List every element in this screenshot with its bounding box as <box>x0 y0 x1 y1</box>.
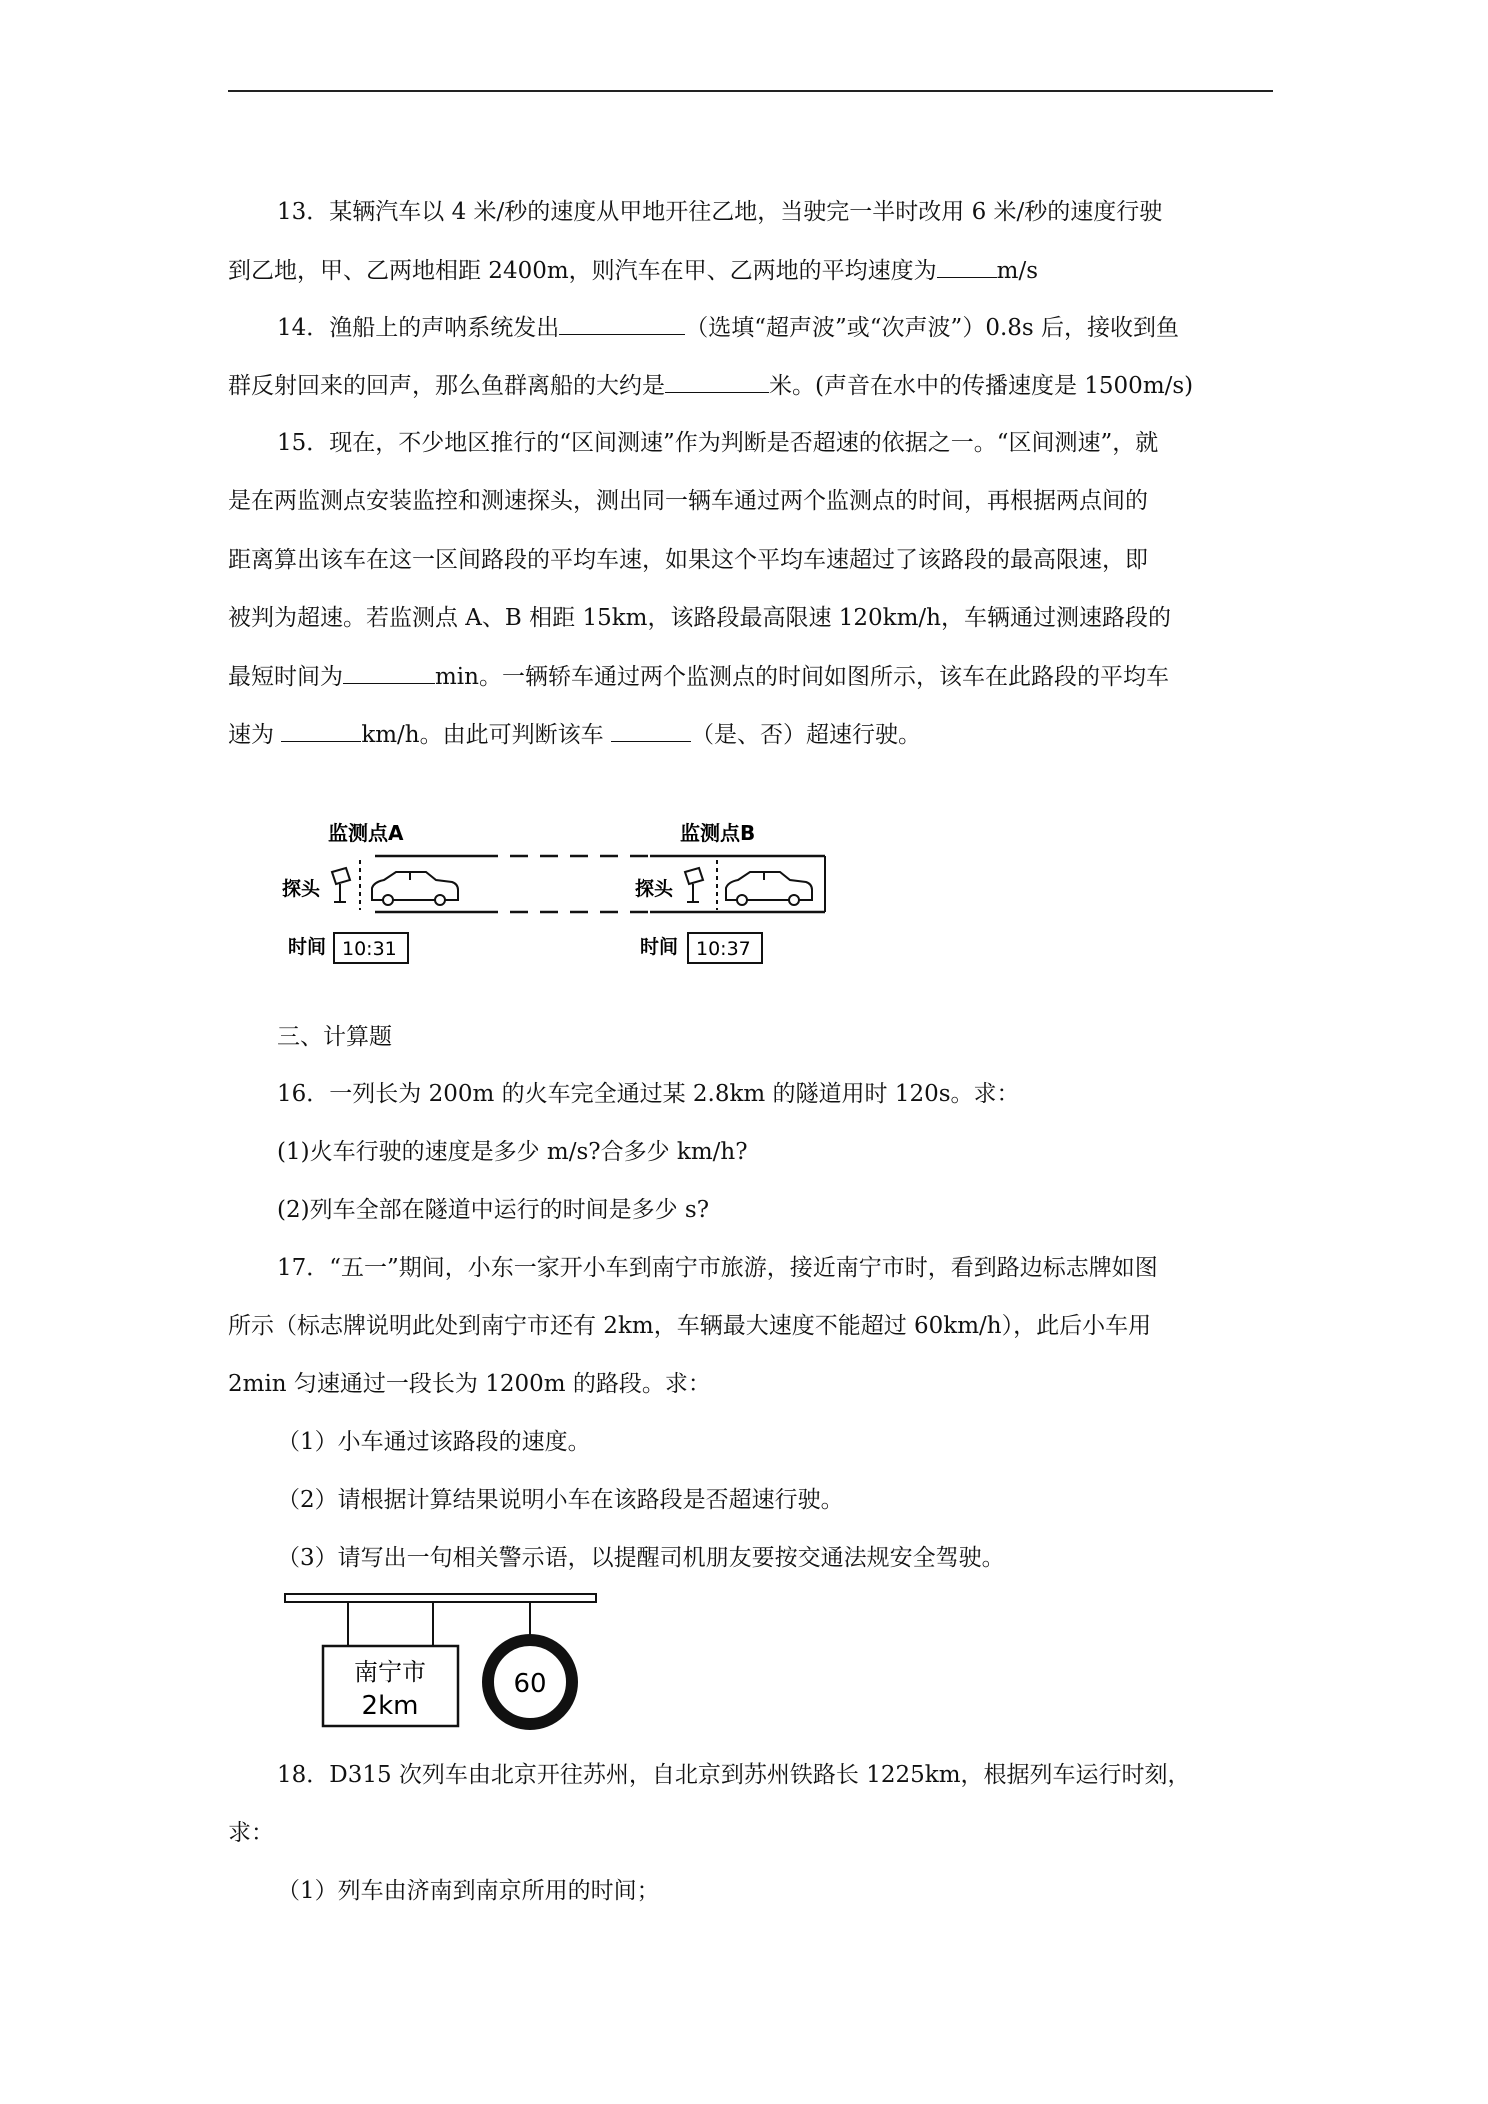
probe-label-a: 探头 <box>282 878 321 900</box>
probe-label-b: 探头 <box>635 878 674 900</box>
time-value-b: 10:37 <box>696 938 751 960</box>
answer-blank[interactable] <box>937 255 997 278</box>
camera-probe-icon <box>332 868 350 902</box>
q13-line2: 到乙地，甲、乙两地相距 2400m，则汽车在甲、乙两地的平均速度为 m/s <box>228 255 1278 286</box>
q16-line1: 16．一列长为 200m 的火车完全通过某 2.8km 的隧道用时 120s。求： <box>277 1081 1020 1107</box>
q13-line1: 13．某辆汽车以 4 米/秒的速度从甲地开往乙地，当驶完一半时改用 6 米/秒的速度行驶 <box>277 199 1163 225</box>
time-label-b: 时间 <box>640 936 679 958</box>
q18-line1: 18．D315 次列车由北京开往苏州，自北京到苏州铁路长 1225km，根据列车运行时刻， <box>277 1762 1191 1788</box>
q14-line2: 群反射回来的回声，那么鱼群离船的大约是 米。(声音在水中的传播速度是 1500m/s) <box>228 370 1278 401</box>
q17-line3: 2min 匀速通过一段长为 1200m 的路段。求： <box>228 1371 711 1397</box>
speed-limit-value: 60 <box>513 1669 547 1699</box>
header-rule <box>228 90 1273 92</box>
car-icon <box>372 872 458 905</box>
time-label-a: 时间 <box>288 936 327 958</box>
q18-line2: 求： <box>228 1820 274 1846</box>
answer-blank[interactable] <box>665 370 769 393</box>
q15-line1: 15．现在，不少地区推行的“区间测速”作为判断是否超速的依据之一。“区间测速”，就 <box>277 430 1159 456</box>
q15-line5: 最短时间为 min。一辆轿车通过两个监测点的时间如图所示，该车在此路段的平均车 <box>228 661 1278 692</box>
speed-monitor-figure <box>280 810 840 970</box>
answer-blank[interactable] <box>281 719 361 742</box>
sign-city: 南宁市 <box>354 1658 426 1686</box>
answer-blank[interactable] <box>611 719 691 742</box>
q17-line1: 17．“五一”期间，小东一家开小车到南宁市旅游，接近南宁市时，看到路边标志牌如图 <box>277 1255 1158 1281</box>
q18-sub1: （1）列车由济南到南京所用的时间； <box>277 1878 660 1904</box>
time-value-a: 10:31 <box>342 938 397 960</box>
answer-blank[interactable] <box>559 312 685 335</box>
q15-line4: 被判为超速。若监测点 A、B 相距 15km，该路段最高限速 120km/h，车辆通过测速路段的 <box>228 605 1171 631</box>
q16-sub1: (1)火车行驶的速度是多少 m/s?合多少 km/h? <box>277 1139 748 1165</box>
road-sign-figure <box>283 1590 603 1740</box>
car-icon <box>726 872 812 905</box>
camera-probe-icon <box>685 868 703 902</box>
q15-line3: 距离算出该车在这一区间路段的平均车速，如果这个平均车速超过了该路段的最高限速，即 <box>228 547 1148 573</box>
sign-distance: 2km <box>361 1691 419 1721</box>
q17-line2: 所示（标志牌说明此处到南宁市还有 2km，车辆最大速度不能超过 60km/h），此后小车用 <box>228 1313 1152 1339</box>
q17-sub2: （2）请根据计算结果说明小车在该路段是否超速行驶。 <box>277 1487 844 1513</box>
label-point-a: 监测点A <box>328 821 404 845</box>
q15-line2: 是在两监测点安装监控和测速探头，测出同一辆车通过两个监测点的时间，再根据两点间的 <box>228 488 1148 514</box>
section-heading: 三、计算题 <box>277 1024 392 1050</box>
sign-bar <box>285 1594 596 1602</box>
label-point-b: 监测点B <box>680 821 756 845</box>
q14-line1: 14．渔船上的声呐系统发出 （选填“超声波”或“次声波”）0.8s 后，接收到鱼 <box>277 312 1327 343</box>
q17-sub1: （1）小车通过该路段的速度。 <box>277 1429 591 1455</box>
q17-sub3: （3）请写出一句相关警示语，以提醒司机朋友要按交通法规安全驾驶。 <box>277 1545 1005 1571</box>
answer-blank[interactable] <box>343 661 435 684</box>
q15-line6: 速为 km/h。由此可判断该车 （是、否）超速行驶。 <box>228 719 1278 750</box>
q16-sub2: (2)列车全部在隧道中运行的时间是多少 s? <box>277 1197 710 1223</box>
